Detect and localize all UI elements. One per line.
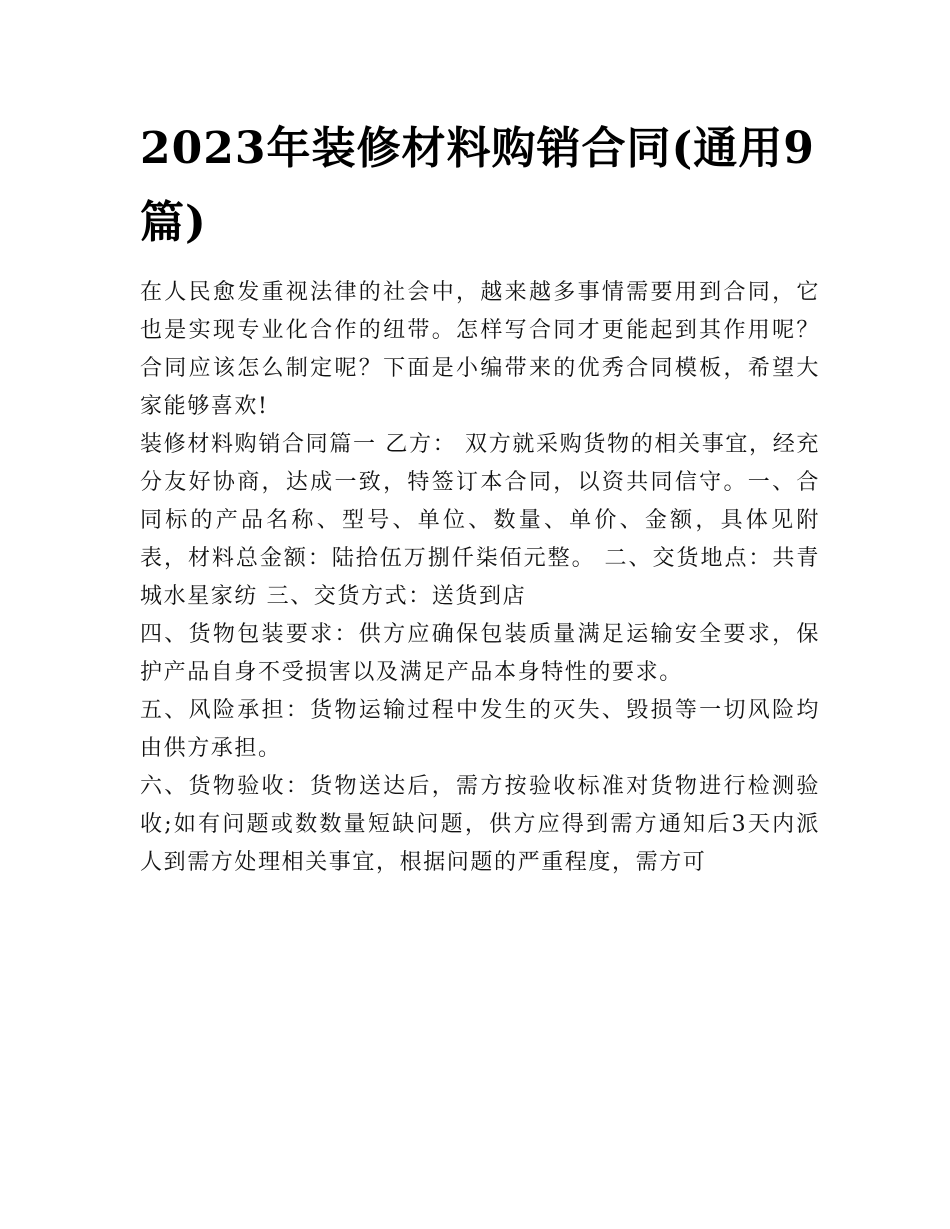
document-body xyxy=(140,274,820,882)
paragraph-intro: 在人民愈发重视法律的社会中，越来越多事情需要用到合同，它也是实现专业化合作的纽带。怎样写合同才更能起到其作用呢？合同应该怎么制定呢？下面是小编带来的优秀合同模板，希望大家能够喜欢! xyxy=(140,280,820,419)
paragraph-packaging: 四、货物包装要求：供方应确保包装质量满足运输安全要求，保护产品自身不受损害以及满足产品本身特性的要求。 xyxy=(140,622,820,685)
paragraph-acceptance: 六、货物验收：货物送达后，需方按验收标准对货物进行检测验收;如有问题或数数量短缺问题，供方应得到需方通知后3天内派人到需方处理相关事宜，根据问题的严重程度，需方可 xyxy=(140,774,820,875)
paragraph-risk: 五、风险承担：货物运输过程中发生的灭失、毁损等一切风险均由供方承担。 xyxy=(140,698,820,761)
document-page xyxy=(140,112,820,882)
document-title: 2023年装修材料购销合同(通用9篇) xyxy=(140,123,815,248)
paragraph-contract-part-one: 装修材料购销合同篇一 乙方： 双方就采购货物的相关事宜，经充分友好协商，达成一致，特签订本合同，以资共同信守。一、合同标的产品名称、型号、单位、数量、单价、金额，具体见附表，材料总金额：陆拾伍万捌仟柒佰元整。 二、交货地点：共青城水星家纺 三、交货方式：送货到店 xyxy=(140,432,820,609)
